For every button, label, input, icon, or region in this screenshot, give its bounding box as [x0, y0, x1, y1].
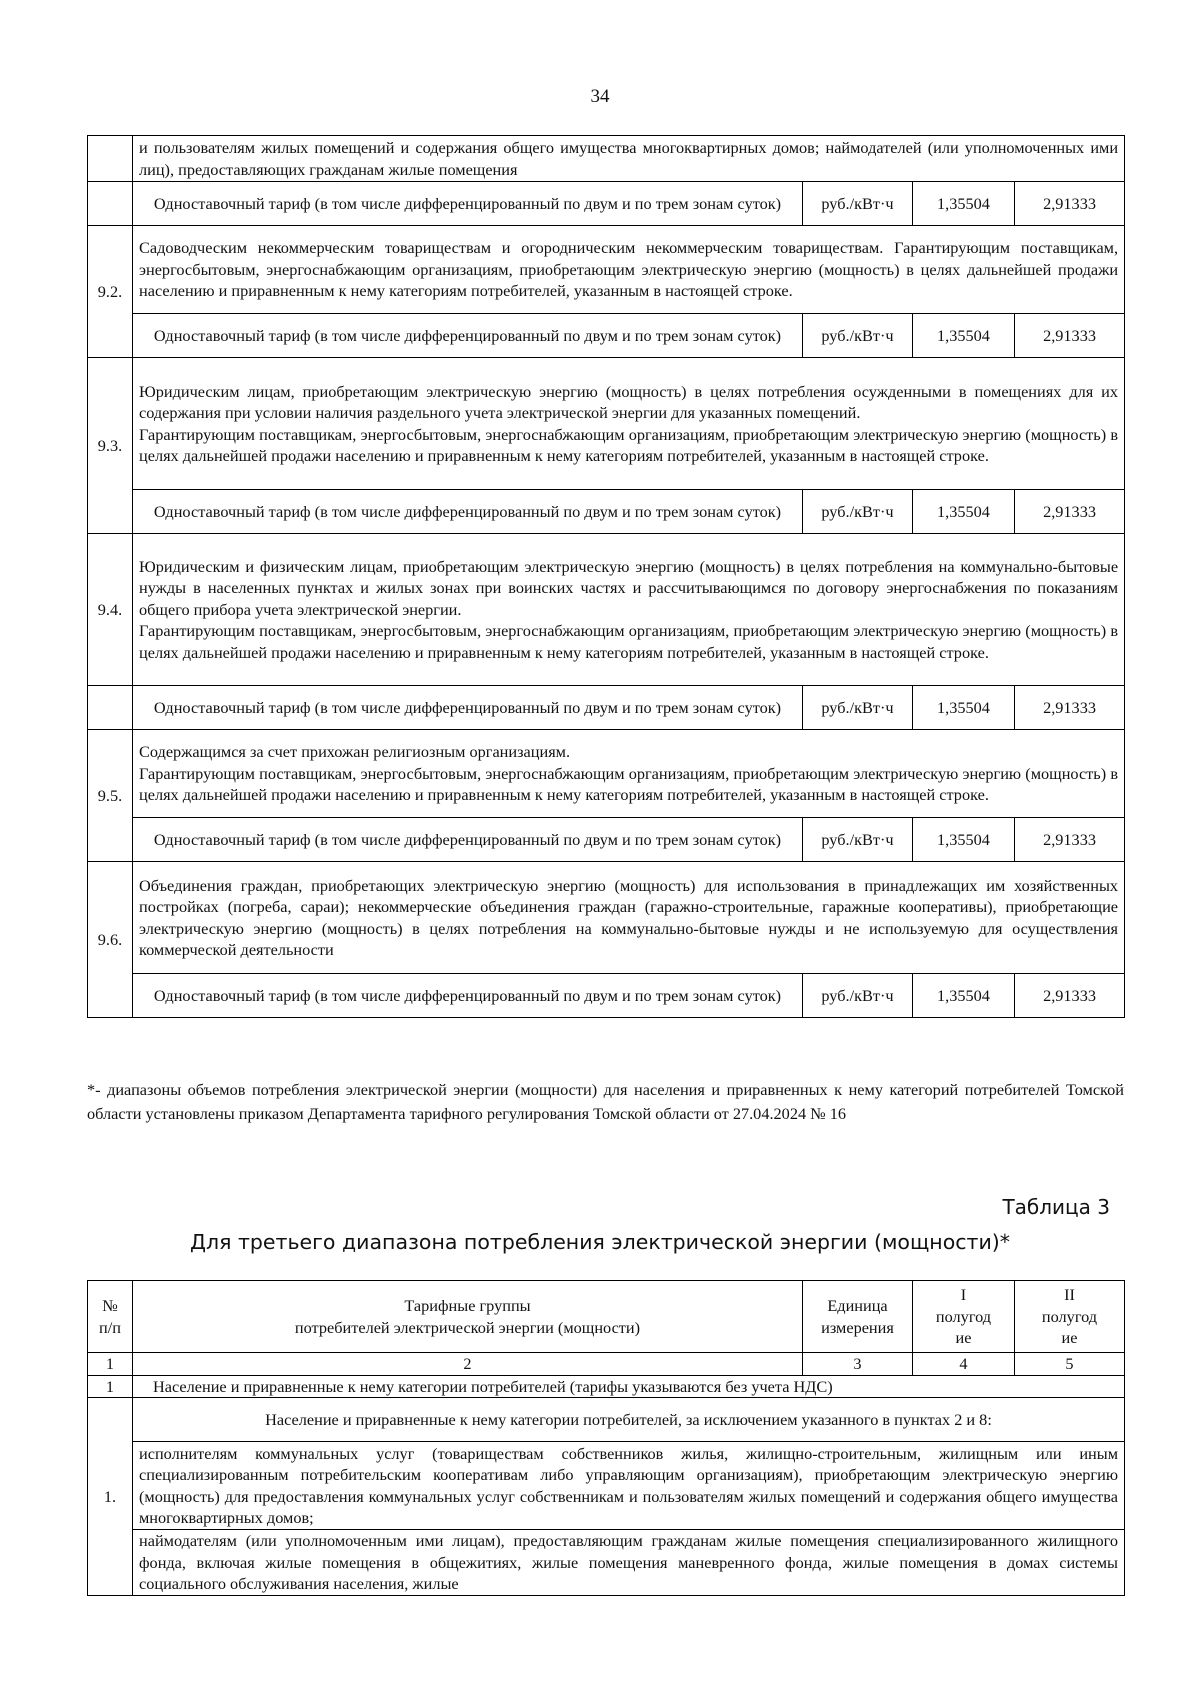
unit-cell: руб./кВт·ч: [803, 686, 913, 730]
column-number-row: [88, 1353, 1125, 1376]
value-h2: 2,91333: [1015, 818, 1125, 862]
tariff-label: Одноставочный тариф (в том числе дифференцированный по двум и по трем зонам суток): [133, 686, 803, 730]
value-h2: 2,91333: [1015, 686, 1125, 730]
table-row: [88, 730, 1125, 818]
value-h2: 2,91333: [1015, 314, 1125, 358]
row-text-part-1: Юридическим лицам, приобретающим электрическую энергию (мощность) в целях потребления осужденными в помещениях для их содержания при условии наличия раздельного учета электрической энергии для указанных помещений. Гарантирующим поставщикам, энергосбытовым, энергоснабжающим организациям, приобретающим электрическую энергию (мощность) в целях дальнейшей продажи населению и приравненным к нему категориям потребителей, указанным в настоящей строке.: [139, 381, 1119, 465]
table-row: [88, 226, 1125, 314]
table-row: [88, 358, 1125, 490]
value-h2: 2,91333: [1015, 974, 1125, 1018]
footnote: *- диапазоны объемов потребления электрической энергии (мощности) для населения и приравненных к нему категорий потребителей Томской области установлены приказом Департамента тарифного регулирования Томской области от 27.04.2024 № 16: [87, 1080, 1124, 1123]
table-row: [88, 534, 1125, 686]
tariff-table-continued: [87, 135, 1125, 1018]
col-number: 1: [88, 1353, 133, 1376]
tariff-row: [88, 314, 1125, 358]
tariff-table-3: [87, 1280, 1125, 1596]
row-number: 9.3.: [88, 358, 133, 534]
row-number: 9.2.: [88, 226, 133, 358]
table-row: [88, 1398, 1125, 1442]
value-h1: 1,35504: [913, 818, 1015, 862]
unit-cell: руб./кВт·ч: [803, 818, 913, 862]
row-text-part-1: Юридическим и физическим лицам, приобретающим электрическую энергию (мощность) в целях потребления на коммунально-бытовые нужды в населенных пунктах и жилых зонах при воинских частях и рассчитывающимся по договору энергоснабжения по показаниям общего прибора учета электрической энергии. Гарантирующим поставщикам, энергосбытовым, энергоснабжающим организациям, приобретающим электрическую энергию (мощность) в целях дальнейшей продажи населению и приравненным к нему категориям потребителей, указанным в настоящей строке.: [139, 556, 1119, 662]
row-text: наймодателям (или уполномоченным ими лицам), предоставляющим гражданам жилые помещения специализированного жилищного фонда, включая жилые помещения в общежитиях, жилые помещения маневренного фонда, жилые помещения в домах системы социального обслуживания населения, жилые: [133, 1530, 1125, 1596]
value-h1: 1,35504: [913, 686, 1015, 730]
unit-cell: руб./кВт·ч: [803, 182, 913, 226]
section-row: [88, 1375, 1125, 1398]
tariff-label: Одноставочный тариф (в том числе дифференцированный по двум и по трем зонам суток): [133, 314, 803, 358]
tariff-label: Одноставочный тариф (в том числе дифференцированный по двум и по трем зонам суток): [133, 974, 803, 1018]
tariff-row: [88, 686, 1125, 730]
table-row: [88, 1530, 1125, 1596]
section-number: 1: [88, 1375, 133, 1398]
page-number: 34: [590, 86, 610, 107]
tariff-row: [88, 490, 1125, 534]
header-unit: Единица измерения: [803, 1281, 913, 1353]
header-num: № п/п: [88, 1281, 133, 1353]
col-number: 5: [1015, 1353, 1125, 1376]
header-h2: II полугод ие: [1015, 1281, 1125, 1353]
value-h2: 2,91333: [1015, 490, 1125, 534]
row-text: [133, 534, 1125, 686]
row-text: исполнителям коммунальных услуг (товариществам собственников жилья, жилищно-строительным, жилищным или иным специализированным потребительским кооперативам либо управляющим организациям), приобретающим электрическую энергию (мощность) для предоставления коммунальных услуг собственникам и пользователям жилых помещений и содержания общего имущества многоквартирных домов;: [133, 1442, 1125, 1530]
tariff-label: Одноставочный тариф (в том числе дифференцированный по двум и по трем зонам суток): [133, 490, 803, 534]
header-h1: I полугод ие: [913, 1281, 1015, 1353]
row-text: Объединения граждан, приобретающих электрическую энергию (мощность) для использования в принадлежащих им хозяйственных постройках (погреба, сараи); некоммерческие объединения граждан (гаражно-строительные, гаражные кооперативы), приобретающие электрическую энергию (мощность) в целях потребления на коммунально-бытовые нужды и не используемую для осуществления коммерческой деятельности: [133, 862, 1125, 974]
row-text: Садоводческим некоммерческим товариществам и огородническим некоммерческим товариществам. Гарантирующим поставщикам, энергосбытовым, энергоснабжающим организациям, приобретающим электрическую энергию (мощность) в целях дальнейшей продажи населению и приравненным к нему категориям потребителей, указанным в настоящей строке.: [133, 226, 1125, 314]
row-number: 9.5.: [88, 730, 133, 862]
tariff-label: Одноставочный тариф (в том числе дифференцированный по двум и по трем зонам суток): [133, 182, 803, 226]
row-number: 9.4.: [88, 534, 133, 686]
tariff-row: [88, 974, 1125, 1018]
unit-cell: руб./кВт·ч: [803, 974, 913, 1018]
value-h1: 1,35504: [913, 182, 1015, 226]
section-text: Население и приравненные к нему категории потребителей (тарифы указываются без учета НДС): [133, 1375, 1125, 1398]
table-row: [88, 862, 1125, 974]
tariff-row: [88, 818, 1125, 862]
col-number: 2: [133, 1353, 803, 1376]
value-h1: 1,35504: [913, 314, 1015, 358]
row-text-part-1: Содержащимся за счет прихожан религиозным организациям. Гарантирующим поставщикам, энергосбытовым, энергоснабжающим организациям, приобретающим электрическую энергию (мощность) в целях дальнейшей продажи населению и приравненным к нему категориям потребителей, указанным в настоящей строке.: [139, 742, 1119, 805]
table-row: [88, 1442, 1125, 1530]
header-groups: Тарифные группы потребителей электрической энергии (мощности): [133, 1281, 803, 1353]
table-title: Для третьего диапазона потребления электрической энергии (мощности)*: [189, 1230, 1011, 1254]
unit-cell: руб./кВт·ч: [803, 314, 913, 358]
value-h2: 2,91333: [1015, 182, 1125, 226]
value-h1: 1,35504: [913, 974, 1015, 1018]
col-number: 3: [803, 1353, 913, 1376]
row-text: и пользователям жилых помещений и содержания общего имущества многоквартирных домов; наймодателей (или уполномоченных ими лиц), предоставляющих гражданам жилые помещения: [133, 136, 1125, 182]
tariff-row: [88, 182, 1125, 226]
table-number: Таблица 3: [1002, 1195, 1110, 1219]
row-number: 9.6.: [88, 862, 133, 1018]
tariff-label: Одноставочный тариф (в том числе дифференцированный по двум и по трем зонам суток): [133, 818, 803, 862]
unit-cell: руб./кВт·ч: [803, 490, 913, 534]
sub-text: Население и приравненные к нему категории потребителей, за исключением указанного в пунктах 2 и 8:: [133, 1398, 1125, 1442]
value-h1: 1,35504: [913, 490, 1015, 534]
table-row: [88, 136, 1125, 182]
row-number: 1.: [88, 1398, 133, 1596]
header-row: [88, 1281, 1125, 1353]
row-text: [133, 730, 1125, 818]
row-text: [133, 358, 1125, 490]
col-number: 4: [913, 1353, 1015, 1376]
